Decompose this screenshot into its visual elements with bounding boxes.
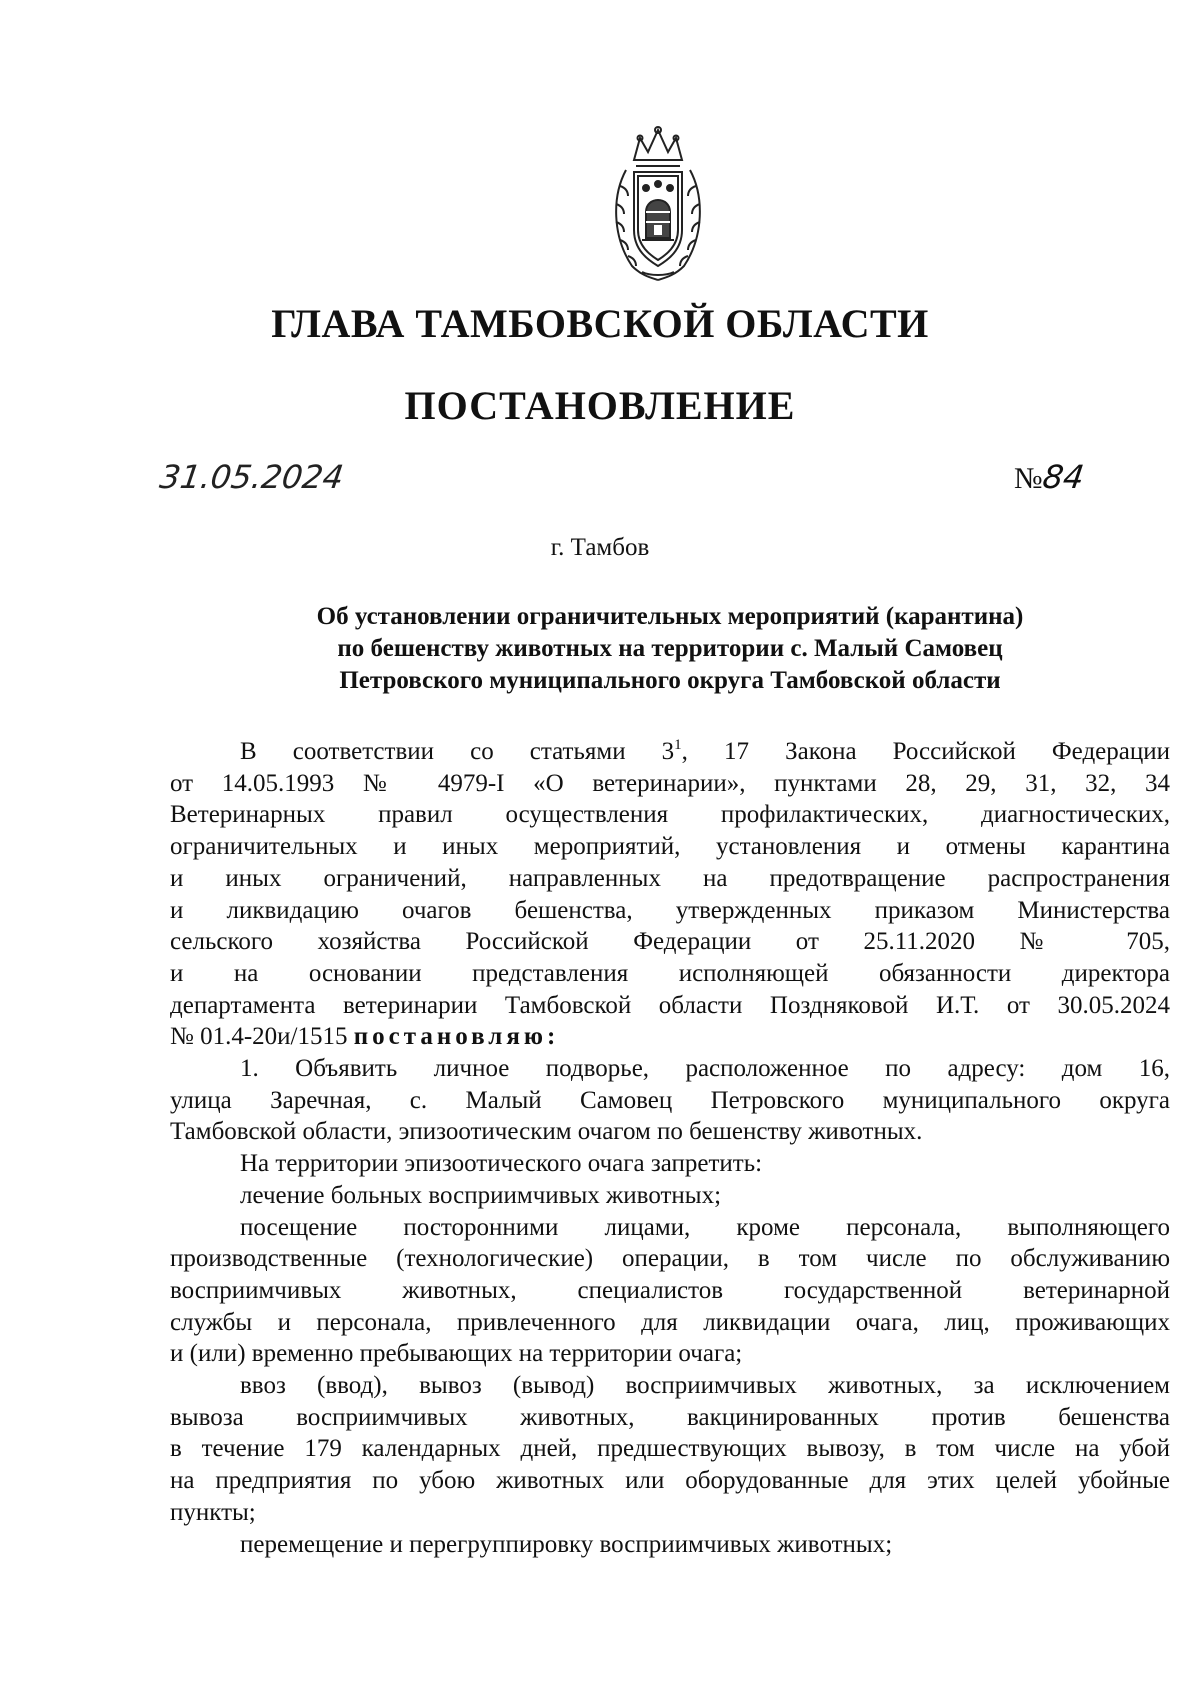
body-line: и на основании представления исполняющей обязанности директора	[170, 959, 1170, 987]
body-line: и (или) временно пребывающих на территории очага;	[170, 1340, 743, 1368]
issuing-authority: ГЛАВА ТАМБОВСКОЙ ОБЛАСТИ	[271, 301, 929, 346]
body-line: восприимчивых животных, специалистов государственной ветеринарной	[170, 1276, 1170, 1304]
body-line: Тамбовской области, эпизоотическим очагом по бешенству животных.	[170, 1118, 923, 1146]
title-line: по бешенству животных на территории с. Малый Самовец	[337, 635, 1003, 662]
body-line: на предприятия по убою животных или оборудованные для этих целей убойные	[170, 1467, 1170, 1495]
body-line: улица Заречная, с. Малый Самовец Петровского муниципального округа	[170, 1086, 1170, 1114]
resolution-keyword: постановляю:	[353, 1023, 560, 1051]
body-line: производственные (технологические) операции, в том числе по обслуживанию	[170, 1245, 1170, 1273]
body-line: в течение 179 календарных дней, предшествующих вывозу, в том числе на убой	[170, 1435, 1170, 1463]
body-line: и иных ограничений, направленных на предотвращение распространения	[170, 864, 1170, 892]
body-line: ввоз (ввод), вывоз (вывод) восприимчивых животных, за исключением	[240, 1372, 1170, 1400]
body-line: лечение больных восприимчивых животных;	[240, 1181, 722, 1209]
body-line: 1. Объявить личное подворье, расположенное по адресу: дом 16,	[240, 1055, 1170, 1083]
body-line	[170, 1021, 1170, 1053]
body-text: В соответствии со статьями 3	[240, 738, 675, 765]
document-body	[170, 736, 1170, 1560]
document-number	[1014, 458, 1087, 496]
document-type: ПОСТАНОВЛЕНИЕ	[404, 383, 796, 428]
body-line: и ликвидацию очагов бешенства, утвержденных приказом Министерства	[170, 896, 1170, 924]
body-line: Ветеринарных правил осуществления профилактических, диагностических,	[170, 801, 1170, 829]
body-line	[170, 736, 1170, 768]
title-line: Петровского муниципального округа Тамбовской области	[339, 667, 1001, 694]
document-title	[170, 601, 1170, 697]
body-line: сельского хозяйства Российской Федерации от 25.11.2020 № 705,	[170, 928, 1170, 956]
body-line: перемещение и перегруппировку восприимчивых животных;	[240, 1530, 893, 1558]
document-date: 31.05.2024	[157, 458, 346, 496]
coat-of-arms-emblem	[606, 126, 710, 284]
body-line: вывоза восприимчивых животных, вакцинированных против бешенства	[170, 1403, 1170, 1431]
body-line: департамента ветеринарии Тамбовской области Поздняковой И.Т. от 30.05.2024	[170, 991, 1170, 1019]
body-line: службы и персонала, привлеченного для ликвидации очага, лиц, проживающих	[170, 1308, 1170, 1336]
city: г. Тамбов	[550, 534, 650, 561]
title-line: Об установлении ограничительных мероприятий (карантина)	[316, 603, 1024, 630]
number-value: 84	[1039, 458, 1087, 496]
body-text: № 01.4-20и/1515	[170, 1023, 354, 1051]
body-text: , 17 Закона Российской Федерации	[681, 738, 1170, 765]
body-line: На территории эпизоотического очага запретить:	[240, 1150, 763, 1178]
body-line: пункты;	[170, 1498, 256, 1526]
superscript: 1	[674, 737, 682, 753]
body-line: от 14.05.1993 № 4979-I «О ветеринарии», пунктами 28, 29, 31, 32, 34	[170, 769, 1170, 797]
body-line: ограничительных и иных мероприятий, установления и отмены карантина	[170, 833, 1170, 861]
number-prefix: №	[1014, 462, 1043, 495]
body-line: посещение посторонними лицами, кроме персонала, выполняющего	[240, 1213, 1170, 1241]
